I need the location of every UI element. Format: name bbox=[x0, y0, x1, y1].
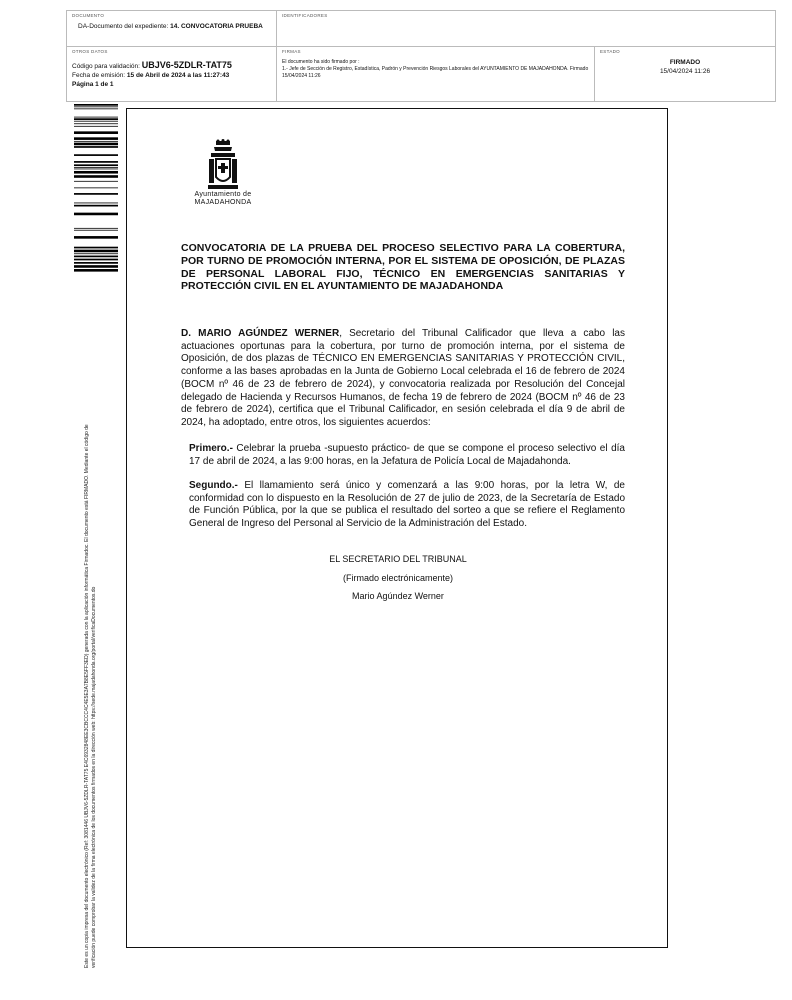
estado-cell bbox=[595, 47, 775, 101]
segundo-paragraph bbox=[189, 480, 625, 531]
segundo-text: El llamamiento será único y comenzará a las 9:00 horas, por la letra W, de conformidad con lo dispuesto en la Resolución de 27 de julio de 2023, de la Secretaría de Estado de Función Pública, por la que se publica el resultado del sorteo a que se refiere el Reglamento General de Ingreso del Personal al Servicio de la Administración del Estado. bbox=[189, 480, 625, 530]
signature-role: EL SECRETARIO DEL TRIBUNAL bbox=[329, 554, 467, 564]
documento-label: DOCUMENTO bbox=[72, 13, 105, 18]
documento-cell bbox=[67, 11, 277, 47]
estado-label: ESTADO bbox=[600, 49, 620, 54]
logo-line-2: MAJADAHONDA bbox=[194, 199, 252, 206]
firmas-detail: 1.- Jefe de Sección de Registro, Estadística, Padrón y Prevención Riesgos Laborales del AYUNTAMIENTO DE MAJADAHONDA. Firmado 15/04/2024 11:26 bbox=[282, 65, 589, 79]
emission-date: Fecha de emisión: 15 de Abril de 2024 a las 11:27:43 bbox=[72, 71, 230, 79]
estado-value: FIRMADO bbox=[669, 59, 701, 67]
signature-name: Mario Agúndez Werner bbox=[352, 591, 444, 601]
otros-datos-label: OTROS DATOS bbox=[72, 49, 108, 54]
document-title: CONVOCATORIA DE LA PRUEBA DEL PROCESO SELECTIVO PARA LA COBERTURA, POR TURNO DE PROMOCIÓN INTERNA, POR EL SISTEMA DE OPOSICIÓN, DE PLAZAS DE PERSONAL LABORAL FIJO, TÉCNICO EN EMERGENCIAS SANITARIAS Y PROTECCIÓN CIVIL EN EL AYUNTAMIENTO DE MAJADAHONDA bbox=[181, 242, 625, 293]
page-count: Página 1 de 1 bbox=[72, 80, 114, 88]
primero-text: Celebrar la prueba -supuesto práctico- de que se compone el proceso selectivo el día 17 de abril de 2024, a las 9:00 horas, en la Jefatura de Policía Local de Majadahonda. bbox=[189, 443, 625, 467]
ayuntamiento-logo bbox=[183, 139, 263, 223]
intro-name: D. MARIO AGÚNDEZ WERNER bbox=[181, 328, 340, 339]
primero-label: Primero.- bbox=[189, 443, 233, 454]
side-verification-text bbox=[84, 298, 98, 968]
documento-value: DA-Documento del expediente: 14. CONVOCATORIA PRUEBA bbox=[78, 23, 263, 31]
primero-paragraph bbox=[189, 443, 625, 468]
estado-date: 15/04/2024 11:26 bbox=[659, 67, 711, 75]
otros-datos-cell bbox=[67, 47, 277, 101]
firmas-text: El documento ha sido firmado por : bbox=[282, 59, 360, 66]
crest-icon bbox=[206, 139, 240, 191]
identificadores-cell bbox=[277, 11, 775, 47]
document-page bbox=[126, 108, 668, 948]
barcode-icon bbox=[74, 104, 118, 274]
document-header bbox=[66, 10, 776, 102]
side-text-line-2: verificación puede comprobar la validez de la firma electrónica de los documentos firmados en la dirección web: https://sede.majadahonda.org/portal/verificaDocumentos.do bbox=[91, 586, 97, 968]
side-text-line-1: Este es un copia impresa del documento electrónico (Ref: 3081446 UBJV6-5ZDLR-TAT75 E4C6932848EE3CBCCC4C4E5E3A7B8E5FF3ED) generada con la aplicación informática Firmadoc. El documento está FIRMADO. Mediante el código de bbox=[84, 424, 90, 968]
identificadores-label: IDENTIFICADORES bbox=[282, 13, 328, 18]
validation-code: Código para validación: UBJV6-5ZDLR-TAT75 bbox=[72, 60, 232, 71]
signature-note: (Firmado electrónicamente) bbox=[342, 573, 454, 583]
firmas-cell bbox=[277, 47, 595, 101]
intro-text: , Secretario del Tribunal Calificador que lleva a cabo las actuaciones oportunas para la cobertura, por turno de promoción interna, por el sistema de Oposición, de dos plazas de TÉCNICO EN EMERGENCIAS SANITARIAS Y PROTECCIÓN CIVIL, conforme a las bases aprobadas en la Junta de Gobierno Local celebrada el 16 de febrero de 2024 (BOCM nº 46 de 23 de febrero de 2024), y convocatoria realizada por Resolución del Concejal delegado de Hacienda y Recursos Humanos, de fecha 19 de febrero de 2024 (BOCM nº 46 de 23 de febrero de 2024), certifica que el Tribunal Calificador, en sesión celebrada el día 9 de abril de 2024, ha adoptado, entre otros, los siguientes acuerdos: bbox=[181, 328, 625, 428]
intro-paragraph bbox=[181, 328, 625, 430]
logo-line-1: Ayuntamiento de bbox=[194, 191, 252, 198]
segundo-label: Segundo.- bbox=[189, 480, 238, 491]
firmas-label: FIRMAS bbox=[282, 49, 301, 54]
